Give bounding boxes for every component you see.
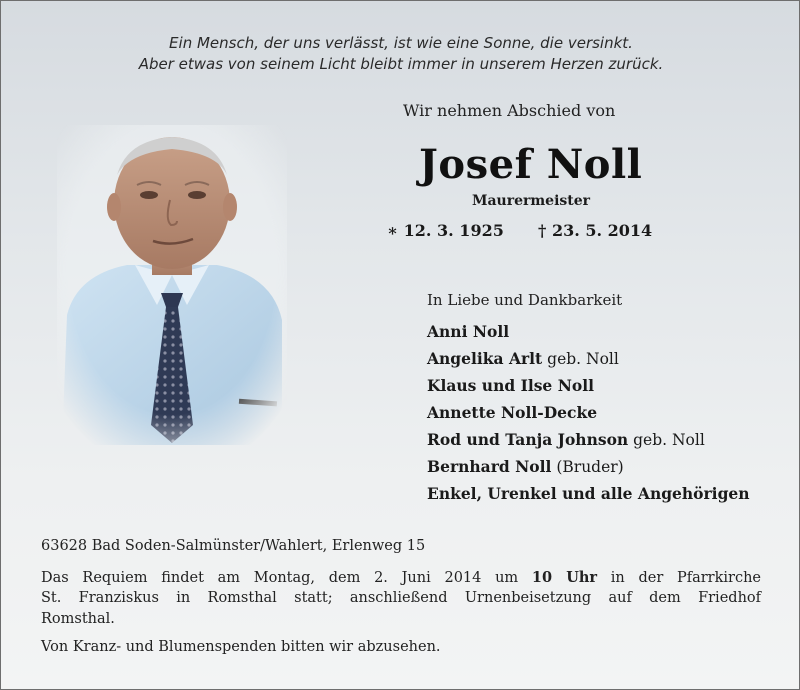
intro-text: Wir nehmen Abschied von	[403, 101, 616, 120]
mourner-name: Klaus und Ilse Noll	[427, 376, 594, 395]
deceased-profession: Maurermeister	[471, 193, 591, 209]
address: 63628 Bad Soden-Salmünster/Wahlert, Erlenweg 15	[41, 538, 426, 554]
mourner-name: Enkel, Urenkel und alle Angehörigen	[427, 484, 750, 503]
requiem-line-2: St. Franziskus in Romsthal statt; anschließend Urnenbeisetzung auf dem Friedhof	[41, 590, 761, 606]
mourner-name: Annette Noll-Decke	[427, 403, 598, 422]
mourner-note: geb. Noll	[633, 431, 705, 449]
quote-line-1: Ein Mensch, der uns verlässt, ist wie eine Sonne, die versinkt.	[169, 34, 633, 52]
requiem-text-a: Das Requiem findet am Montag, dem 2. Juni 2014 um	[41, 570, 519, 586]
deceased-name: Josef Noll	[419, 141, 643, 188]
mourner-entry	[427, 403, 597, 422]
requiem-text-b: in der Pfarrkirche	[610, 570, 762, 586]
closing-text: Von Kranz- und Blumenspenden bitten wir abzusehen.	[41, 639, 441, 655]
mourner-name: Angelika Arlt	[427, 349, 543, 368]
mourner-entry	[427, 484, 750, 503]
mourner-name: Anni Noll	[427, 322, 510, 341]
mourner-name: Rod und Tanja Johnson	[427, 430, 629, 449]
mourner-entry	[427, 349, 619, 368]
mourner-note: geb. Noll	[547, 350, 619, 368]
death-date: † 23. 5. 2014	[538, 221, 653, 240]
mourner-note: (Bruder)	[556, 458, 624, 476]
mourner-entry	[427, 376, 594, 395]
mourner-entry	[427, 322, 509, 341]
quote-line-2: Aber etwas von seinem Licht bleibt immer in unserem Herzen zurück.	[138, 55, 664, 73]
mourner-name: Bernhard Noll	[427, 457, 552, 476]
requiem-line-3: Romsthal.	[41, 611, 115, 627]
mourner-entry	[427, 430, 705, 449]
requiem-time: 10 Uhr	[531, 569, 598, 586]
mourners-heading: In Liebe und Dankbarkeit	[427, 291, 623, 309]
mourner-entry	[427, 457, 624, 476]
portrait-illustration	[57, 125, 287, 445]
requiem-line-1	[41, 569, 761, 586]
portrait-photo	[57, 125, 287, 445]
birth-date: ∗ 12. 3. 1925	[387, 221, 504, 240]
